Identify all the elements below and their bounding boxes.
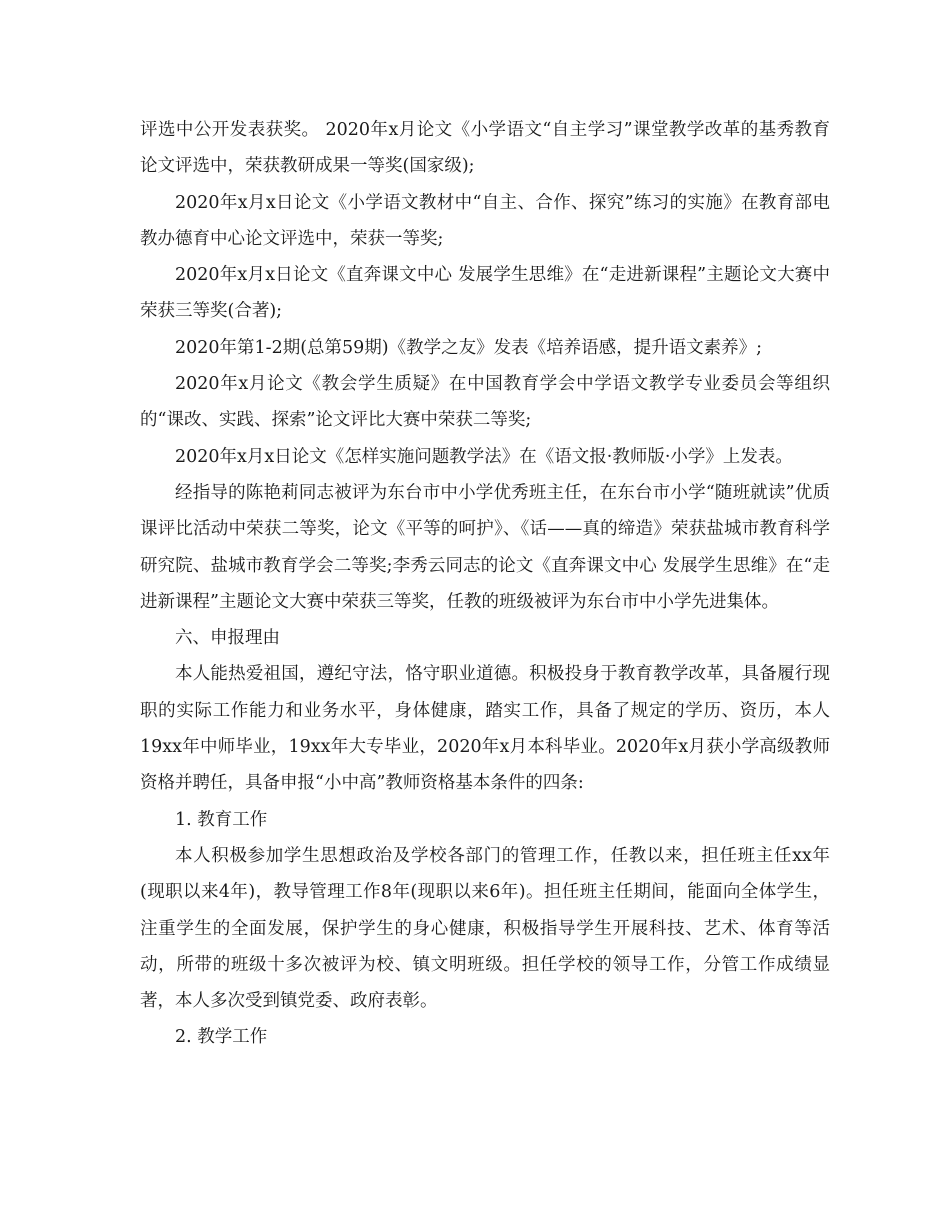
paragraph-publication-teaching-friend: 2020年第1-2期(总第59期)《教学之友》发表《培养语感，提升语文素养》;	[175, 337, 763, 358]
document-body	[140, 112, 830, 1056]
paragraph-award-continuation: 评选中公开发表获奖。 2020年x月论文《小学语文“自主学习”课堂教学改革的基秀教育论文评选中，荣获教研成果一等奖(国家级);	[140, 120, 830, 177]
paragraph-award-textbook: 2020年x月x日论文《小学语文教材中“自主、合作、探究”练习的实施》在教育部电教办德育中心论文评选中，荣获一等奖;	[140, 192, 830, 249]
subsection-heading-education-work: 1. 教育工作	[175, 809, 268, 830]
section-heading-application-reasons: 六、申报理由	[175, 628, 280, 649]
paragraph-mentored-teachers: 经指导的陈艳莉同志被评为东台市中小学优秀班主任，在东台市小学“随班就读”优质课评比活动中荣获二等奖，论文《平等的呵护》、《话——真的缔造》荣获盐城市教育科学研究院、盐城市教育学会二等奖;李秀云同志的论文《直奔课文中心 发展学生思维》在“走进新课程”主题论文大赛中荣获三等奖，任教的班级被评为东台市中小学先进集体。	[140, 482, 830, 612]
paragraph-award-new-curriculum: 2020年x月x日论文《直奔课文中心 发展学生思维》在“走进新课程”主题论文大赛中荣获三等奖(合著);	[140, 265, 830, 322]
paragraph-qualifications: 本人能热爱祖国，遵纪守法，恪守职业道德。积极投身于教育教学改革，具备履行现职的实际工作能力和业务水平，身体健康，踏实工作，具备了规定的学历、资历，本人19xx年中师毕业，19xx年大专毕业，2020年x月本科毕业。2020年x月获小学高级教师资格并聘任，具备申报“小中高”教师资格基本条件的四条:	[140, 664, 830, 794]
paragraph-publication-problem-method: 2020年x月x日论文《怎样实施问题教学法》在《语文报·教师版·小学》上发表。	[175, 446, 793, 467]
subsection-heading-teaching-work: 2. 教学工作	[175, 1027, 268, 1048]
paragraph-education-work: 本人积极参加学生思想政治及学校各部门的管理工作，任教以来，担任班主任xx年(现职以来4年)，教导管理工作8年(现职以来6年)。担任班主任期间，能面向全体学生，注重学生的全面发展，保护学生的身心健康，积极指导学生开展科技、艺术、体育等活动，所带的班级十多次被评为校、镇文明班级。担任学校的领导工作，分管工作成绩显著，本人多次受到镇党委、政府表彰。	[140, 845, 830, 1012]
paragraph-award-questioning: 2020年x月论文《教会学生质疑》在中国教育学会中学语文教学专业委员会等组织的“课改、实践、探索”论文评比大赛中荣获二等奖;	[140, 374, 830, 431]
